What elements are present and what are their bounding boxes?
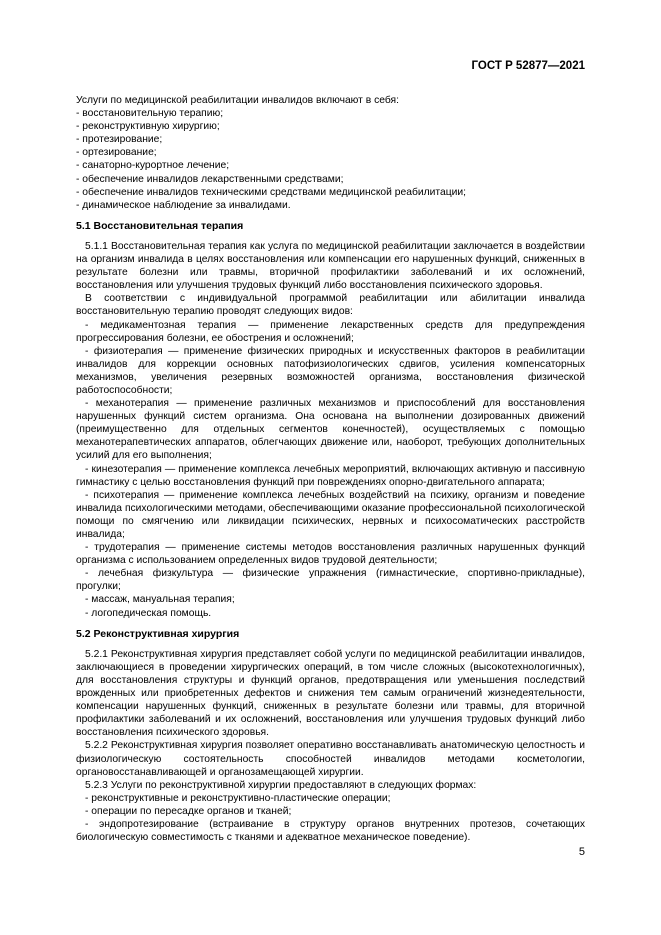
document-id: ГОСТ Р 52877—2021 bbox=[471, 60, 585, 72]
surgery-item: - операции по пересадке органов и тканей; bbox=[85, 805, 292, 817]
intro-item: - динамическое наблюдение за инвалидами. bbox=[76, 199, 291, 211]
intro-item: - восстановительную терапию; bbox=[76, 108, 224, 120]
therapy-item: - трудотерапия — применение системы методов восстановления различных нарушенных функций организма с использованием определенных видов трудовой деятельности; bbox=[76, 542, 585, 567]
intro-item: - обеспечение инвалидов техническими средствами медицинской реабилитации; bbox=[76, 186, 466, 198]
therapy-item: - логопедическая помощь. bbox=[85, 607, 212, 619]
therapy-item: - лечебная физкультура — физические упражнения (гимнастические, спортивно-прикладные), прогулки; bbox=[76, 568, 585, 593]
therapy-item: - массаж, мануальная терапия; bbox=[85, 594, 235, 606]
surgery-item: - реконструктивные и реконструктивно-пластические операции; bbox=[85, 792, 391, 804]
paragraph-5-2-1: 5.2.1 Реконструктивная хирургия представляет собой услуги по медицинской реабилитации инвалидов, заключающиеся в проведении хирургических операций, в том числе сложных (высокотехнологичных), для восстановления структуры и функций органов, предотвращения или уменьшения последствий врожденных или приобретенных дефектов и снижения тем самым ограничений жизнедеятельности, компенсации нарушенных функций, сниженных в результате болезни или травмы, для вторичной профилактики заболеваний и их осложнений, восстановления или улучшения трудовых функций либо восстановления психического здоровья. bbox=[76, 648, 585, 739]
intro-lead: Услуги по медицинской реабилитации инвалидов включают в себя: bbox=[76, 95, 399, 106]
paragraph-therapy-types: В соответствии с индивидуальной программой реабилитации или абилитации инвалида восстановительную терапию проводят следующих видов: bbox=[76, 293, 585, 318]
intro-item: - обеспечение инвалидов лекарственными средствами; bbox=[76, 173, 344, 185]
paragraph-5-2-2: 5.2.2 Реконструктивная хирургия позволяет оперативно восстанавливать анатомическую целостность и физиологическую состоятельность способностей инвалидов методами косметологии, органовосстанавливающей и органозамещающей хирургии. bbox=[76, 740, 585, 778]
surgery-item: - эндопротезирование (встраивание в структуру органов внутренних протезов, сочетающих биологическую совместимость с тканями и адекватное механическое поведение). bbox=[76, 818, 585, 844]
page-body bbox=[76, 94, 585, 844]
intro-item: - протезирование; bbox=[76, 134, 163, 146]
therapy-item: - физиотерапия — применение физических природных и искусственных факторов в реабилитации инвалидов для коррекции основных патофизиологических сдвигов, усиления компенсаторных механизмов, увеличения резервных возможностей организма, восстановления физической работоспособности; bbox=[76, 345, 585, 396]
intro-item: - реконструктивную хирургию; bbox=[76, 121, 220, 133]
therapy-item: - психотерапия — применение комплекса лечебных воздействий на психику, организм и поведение инвалида психологическими методами, обеспечивающими оказание профессиональной психологической помощи по смягчению или ликвидации психических, нервных и психосоматических расстройств инвалида; bbox=[76, 489, 585, 540]
page-number: 5 bbox=[578, 846, 585, 858]
therapy-item: - кинезотерапия — применение комплекса лечебных мероприятий, включающих активную и пассивную гимнастику с целью восстановления функций при повреждениях опорно-двигательного аппарата; bbox=[76, 463, 585, 488]
paragraph-5-1-1: 5.1.1 Восстановительная терапия как услуга по медицинской реабилитации заключается в воздействии на организм инвалида в целях восстановления или компенсации его нарушенных функций, сниженных в результате болезни или травмы, вторичной профилактики заболеваний и их осложнений, восстановления или улучшения трудовых функций либо восстановления психического здоровья. bbox=[76, 240, 585, 292]
therapy-item: - медикаментозная терапия — применение лекарственных средств для предупреждения прогрессирования болезни, ее обострения и осложнений; bbox=[76, 319, 585, 344]
paragraph-5-2-3: 5.2.3 Услуги по реконструктивной хирургии предоставляют в следующих формах: bbox=[85, 779, 477, 791]
section-heading-5-2: 5.2 Реконструктивная хирургия bbox=[76, 627, 240, 640]
therapy-item: - механотерапия — применение различных механизмов и приспособлений для восстановления нарушенных функций систем организма. Она основана на выполнении дозированных движений (преимущественно для отдельных сегментов конечностей), осуществляемых с помощью механотерапевтических аппаратов, облегчающих движение или, наоборот, требующих дополнительных усилий для его выполнения; bbox=[76, 398, 585, 462]
section-heading-5-1: 5.1 Восстановительная терапия bbox=[76, 219, 244, 232]
intro-item: - санаторно-курортное лечение; bbox=[76, 160, 230, 172]
intro-item: - ортезирование; bbox=[76, 147, 157, 159]
